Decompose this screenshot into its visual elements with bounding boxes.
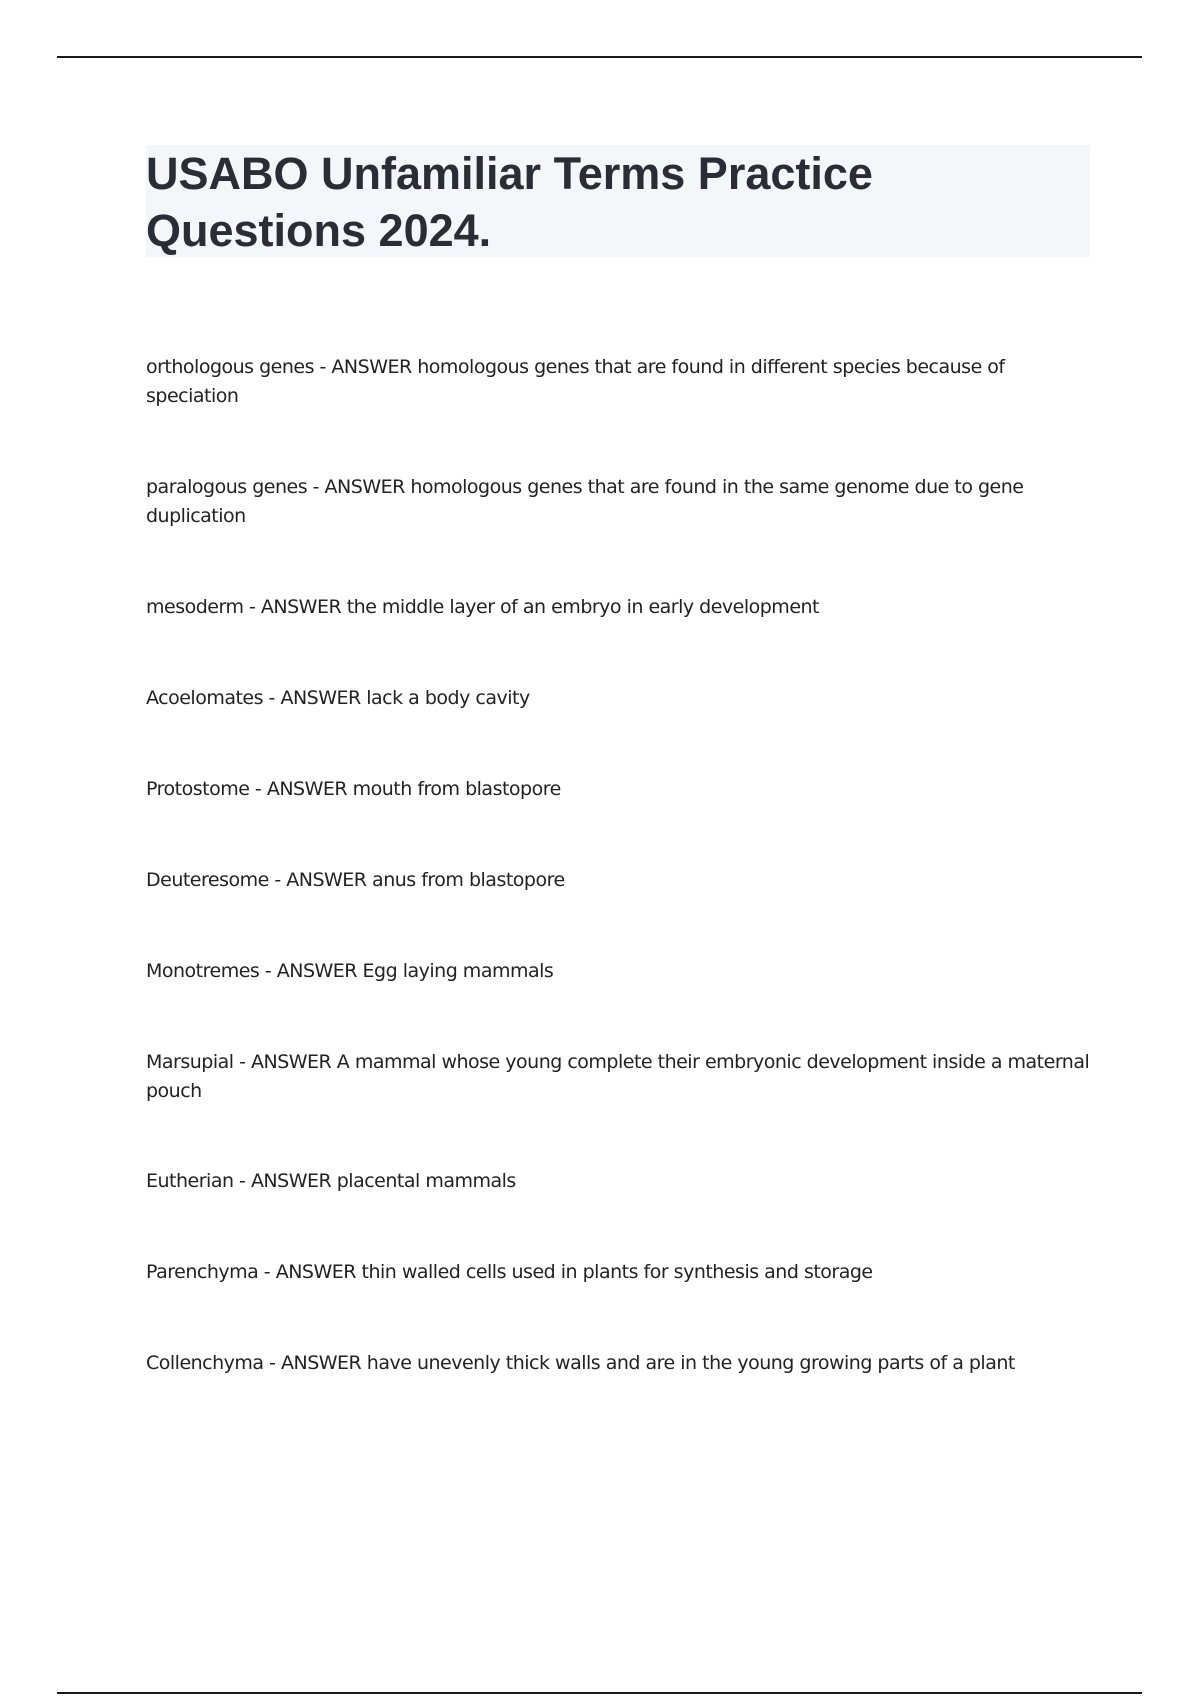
term-entry: mesoderm - ANSWER the middle layer of an embryo in early development (146, 596, 819, 618)
term-entry: Collenchyma - ANSWER have unevenly thick walls and are in the young growing parts of a plant (146, 1352, 1015, 1374)
page-title: USABO Unfamiliar Terms Practice Questions 2024. (146, 148, 873, 256)
bottom-rule (57, 1692, 1142, 1694)
term-entry: Parenchyma - ANSWER thin walled cells used in plants for synthesis and storage (146, 1261, 873, 1283)
term-entry: Acoelomates - ANSWER lack a body cavity (146, 687, 530, 709)
title-box (146, 145, 1090, 257)
term-entry: Eutherian - ANSWER placental mammals (146, 1170, 516, 1192)
term-entry: Deuteresome - ANSWER anus from blastopore (146, 869, 565, 891)
term-entry: Monotremes - ANSWER Egg laying mammals (146, 960, 554, 982)
term-entry: Protostome - ANSWER mouth from blastopore (146, 778, 561, 800)
top-rule (57, 56, 1142, 58)
term-entry: Marsupial - ANSWER A mammal whose young complete their embryonic development inside a maternal pouch (146, 1051, 1090, 1102)
term-entry: orthologous genes - ANSWER homologous genes that are found in different species because of speciation (146, 356, 1005, 407)
term-entry: paralogous genes - ANSWER homologous genes that are found in the same genome due to gene duplication (146, 476, 1024, 527)
